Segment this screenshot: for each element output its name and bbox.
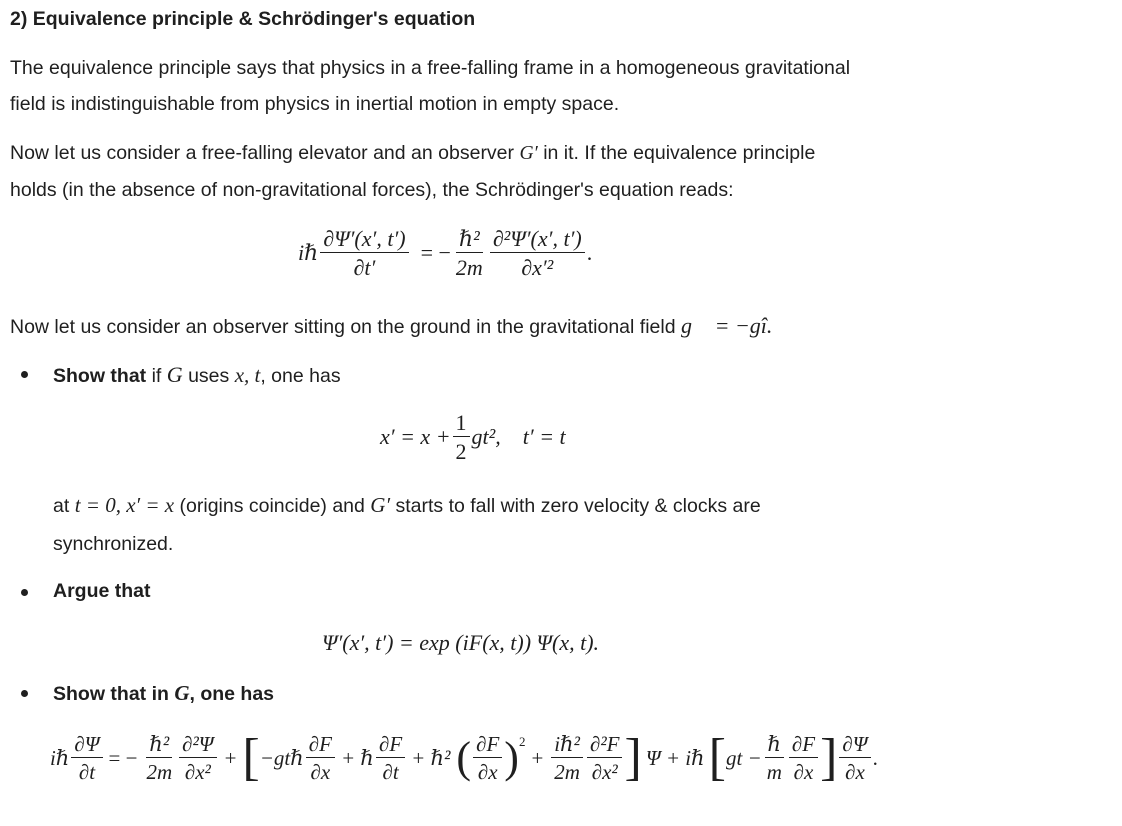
eq1-2m: 2m [455,255,483,281]
cond-initial-values: t = 0, x′ = x [74,493,175,517]
eq4-ihbar-sq: iℏ² [551,732,583,758]
paragraph-2-line-2: holds (in the absence of non-gravitational forces), the Schrödinger's equation reads: [10,179,734,201]
eq4-term-gt-hbar: −gtℏ [259,745,304,770]
eq4-dx2-2: ∂x² [591,760,618,785]
eq1-lhs-numerator: ∂Ψ′(x′, t′) [320,226,408,253]
eq4-dt: ∂t [78,760,96,785]
observer-gprime: G′ [519,143,538,164]
paragraph-1-line-1: The equivalence principle says that physics in a free-falling frame in a homogeneous gravitational [10,57,851,79]
paragraph-2-line-1 [10,135,815,172]
bullet-1-dot [21,371,28,378]
eq4-dx-5: ∂x [845,760,865,785]
eq1-ihbar: iℏ [298,240,319,266]
eq4-dx2: ∂x² [184,760,211,785]
cond-text-b: (origins coincide) and [174,495,371,517]
eq4-square: 2 [518,734,526,749]
bullet-3-dot [21,690,28,697]
paragraph-3 [10,308,772,345]
eq1-rhs-numerator: ∂²Ψ′(x′, t′) [490,226,585,253]
eq1-hbar-sq: ℏ² [456,226,483,253]
eq2-half-den: 2 [455,439,467,465]
bullet-1-vars: x, t [234,363,261,387]
observer-g: G [166,362,183,387]
eq1-period: . [586,240,593,266]
eq2-half-num: 1 [453,410,470,437]
eq3-text: Ψ′(x′, t′) = exp (iF(x, t)) Ψ(x, t). [322,630,600,655]
eq4-ihbar: iℏ [50,745,70,770]
bullet-1-text-b: uses [182,365,235,387]
condition-line-2: synchronized. [53,533,174,555]
eq4-plus-hbar-sq: + ℏ² [411,745,451,770]
p2-text-b: in it. If the equivalence principle [537,142,816,164]
eq1-lhs-denominator: ∂t′ [353,255,376,281]
eq4-dx-1: ∂x [310,760,331,785]
eq2-gt-squared: gt², [471,424,501,450]
eq4-right-bracket: ] [624,729,642,787]
eq4-right-bracket-2: ] [820,729,838,787]
eq4-hbar-2: ℏ [765,732,785,758]
paragraph-2 [10,135,815,208]
eq1-equals: = − [420,240,451,266]
eq4-dF-2: ∂F [376,732,405,758]
eq4-2m-2: 2m [554,760,580,785]
eq4-plus-1: + [224,745,237,770]
equation-coordinate-transform [380,410,566,465]
bullet-3-bold-a: Show that in [53,683,175,705]
eq1-rhs-denominator: ∂x′² [521,255,554,281]
eq4-gt-minus: gt − [725,745,762,770]
eq4-dpsi: ∂Ψ [71,732,102,758]
eq4-left-bracket: [ [242,729,260,787]
bullet-2-dot [21,589,28,596]
eq4-plus-hbar: + ℏ [341,745,374,770]
eq4-plus-2: + [531,745,544,770]
paragraph-1-line-2: field is indistinguishable from physics in inertial motion in empty space. [10,93,620,115]
bullet-3-observer: G [174,681,190,705]
eq4-right-paren: ) [504,733,519,783]
eq4-left-paren: ( [456,733,472,783]
gravity-field-expression: g⃗ = −gî. [680,313,773,338]
eq4-hbar-sq: ℏ² [146,732,172,758]
eq4-left-bracket-2: [ [708,729,726,787]
eq4-dF-1: ∂F [306,732,335,758]
bullet-1-text-c: , one has [260,365,341,387]
eq2-time-relation: t′ = t [522,424,566,450]
eq4-equals: = − [108,745,138,770]
eq4-dx-4: ∂x [793,760,814,785]
p3-text: Now let us consider an observer sitting on the ground in the gravitational field [10,316,681,338]
bullet-1-bold: Show that [53,365,147,387]
paragraph-1 [10,50,850,122]
bullet-1 [53,362,341,388]
cond-text-a: at [53,495,75,517]
eq4-d2psi: ∂²Ψ [179,732,216,758]
eq4-psi-plus-ihbar: Ψ + iℏ [645,745,705,770]
bullet-2: Argue that [53,580,151,602]
section-heading: 2) Equivalence principle & Schrödinger's equation [10,8,476,30]
bullet-3-bold-b: , one has [189,683,275,705]
eq4-m: m [766,760,782,785]
eq4-d2F: ∂²F [587,732,623,758]
eq4-dF-3: ∂F [473,732,502,758]
eq4-dpsi-2: ∂Ψ [839,732,870,758]
equation-wavefunction-relation [322,630,599,656]
bullet-3 [53,681,274,706]
cond-observer: G′ [370,493,391,517]
eq4-dx-3: ∂x [477,760,498,785]
p2-text-a: Now let us consider a free-falling elevator and an observer [10,142,520,164]
bullet-1-text-a: if [146,365,167,387]
condition-line-1 [53,493,761,518]
eq4-dt-2: ∂t [382,760,399,785]
eq2-lhs: x′ = x + [380,424,451,450]
equation-ground-schrodinger [50,729,878,787]
eq4-dF-4: ∂F [789,732,818,758]
eq4-period: . [872,745,878,770]
cond-text-c: starts to fall with zero velocity & clocks are [390,495,761,517]
equation-free-fall-schrodinger [298,226,592,281]
eq4-2m: 2m [146,760,173,785]
